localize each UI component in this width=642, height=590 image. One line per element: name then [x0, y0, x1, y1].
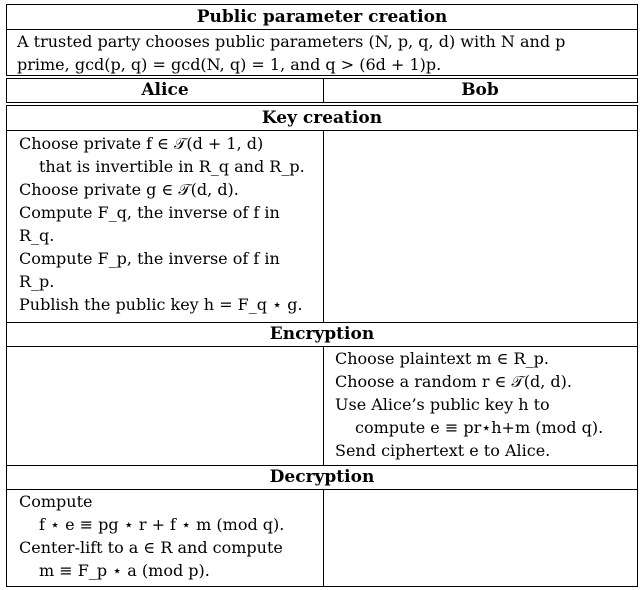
- alice-header: Alice: [141, 80, 189, 100]
- bob-encrypt-line: Use Alice’s public key h to: [335, 395, 550, 414]
- public-parameter-line-2: prime, gcd(p, q) = gcd(N, q) = 1, and q > (6d + 1)p.: [17, 55, 442, 74]
- bob-header: Bob: [461, 80, 499, 100]
- public-parameter-line-1: A trusted party chooses public parameters (N, p, q, d) with N and p: [17, 32, 566, 51]
- alice-decrypt-line: f ⋆ e ≡ pg ⋆ r + f ⋆ m (mod q).: [39, 515, 285, 534]
- alice-key-line: that is invertible in R_q and R_p.: [39, 157, 305, 176]
- encryption-title: Encryption: [269, 324, 375, 344]
- alice-key-line: Choose private g ∈ 𝒯(d, d).: [19, 180, 239, 199]
- alice-key-line: R_p.: [19, 272, 55, 291]
- encryption-bob-cell: [323, 347, 639, 462]
- key-creation-title: Key creation: [261, 108, 383, 128]
- decryption-alice-cell: [7, 490, 323, 582]
- key-creation-alice-cell: [7, 132, 323, 316]
- public-parameter-title: Public parameter creation: [196, 7, 448, 27]
- party-header-table: [6, 78, 638, 103]
- alice-decrypt-line: Center-lift to a ∈ R and compute: [19, 538, 283, 557]
- bob-encrypt-line: Choose plaintext m ∈ R_p.: [335, 349, 549, 368]
- alice-decrypt-line: m ≡ F_p ⋆ a (mod p).: [39, 561, 210, 580]
- protocol-table: [6, 105, 638, 587]
- alice-decrypt-line: Compute: [19, 492, 93, 511]
- bob-encrypt-line: Send ciphertext e to Alice.: [335, 441, 551, 460]
- alice-key-line: Compute F_p, the inverse of f in: [19, 249, 280, 268]
- decryption-title: Decryption: [269, 467, 375, 487]
- bob-encrypt-line: Choose a random r ∈ 𝒯(d, d).: [335, 372, 572, 391]
- alice-key-line: Compute F_q, the inverse of f in: [19, 203, 280, 222]
- alice-key-line: Publish the public key h = F_q ⋆ g.: [19, 295, 303, 314]
- bob-encrypt-line: compute e ≡ pr⋆h+m (mod q).: [355, 418, 604, 437]
- alice-key-line: R_q.: [19, 226, 55, 245]
- public-parameter-table: [6, 4, 638, 76]
- alice-key-line: Choose private f ∈ 𝒯(d + 1, d): [19, 134, 264, 153]
